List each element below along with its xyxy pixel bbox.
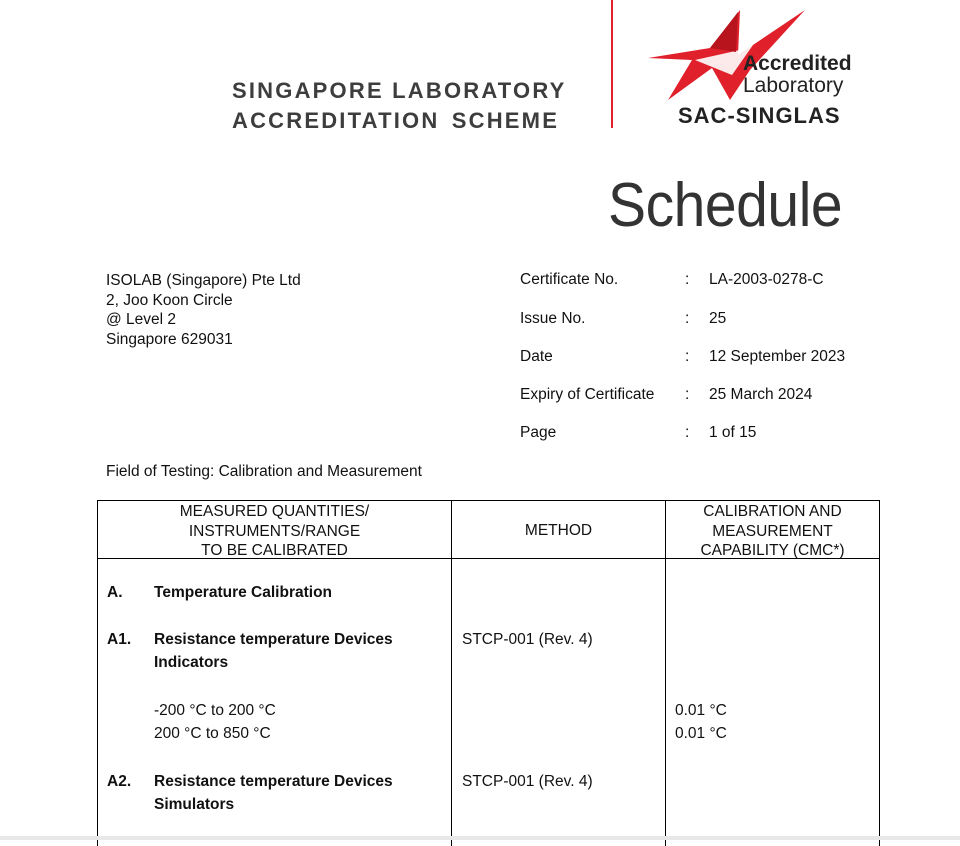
item-title bbox=[154, 628, 393, 674]
item-title bbox=[154, 770, 393, 816]
page-bottom-edge bbox=[0, 836, 960, 840]
range-list bbox=[154, 699, 276, 745]
accreditation-logo bbox=[640, 0, 880, 135]
address-line: Singapore 629031 bbox=[106, 330, 233, 348]
logo-text-laboratory: Laboratory bbox=[743, 74, 844, 97]
scheme-name bbox=[232, 76, 567, 136]
cmc-value: 0.01 °C bbox=[675, 725, 727, 742]
logo-text-sac-singlas: SAC-SINGLAS bbox=[678, 103, 841, 128]
item-title-line: Indicators bbox=[154, 654, 229, 671]
item-method: STCP-001 (Rev. 4) bbox=[462, 631, 593, 648]
range-value: 200 °C to 850 °C bbox=[154, 725, 271, 742]
header-line: CALIBRATION AND bbox=[703, 503, 842, 520]
field-of-testing: Field of Testing: Calibration and Measurement bbox=[106, 463, 422, 480]
header-line: MEASURED QUANTITIES/ bbox=[179, 503, 370, 520]
item-code: A1. bbox=[107, 631, 132, 648]
item-method: STCP-001 (Rev. 4) bbox=[462, 773, 593, 790]
column-divider bbox=[451, 501, 452, 846]
lab-address bbox=[106, 271, 301, 349]
page-title: Schedule bbox=[608, 171, 843, 240]
meta-label-expiry: Expiry of Certificate bbox=[520, 386, 655, 403]
calibration-table bbox=[97, 500, 880, 846]
item-code: A2. bbox=[107, 773, 132, 790]
address-line: @ Level 2 bbox=[106, 311, 177, 328]
scheme-line-1: SINGAPORE LABORATORY bbox=[232, 78, 567, 103]
address-line: 2, Joo Koon Circle bbox=[106, 291, 233, 309]
meta-sep: : bbox=[685, 271, 690, 288]
meta-sep: : bbox=[685, 310, 690, 327]
header-line: CAPABILITY (CMC*) bbox=[700, 542, 845, 559]
header-line: METHOD bbox=[524, 522, 593, 539]
header-line: INSTRUMENTS/RANGE bbox=[188, 522, 361, 540]
range-value: -200 °C to 200 °C bbox=[154, 702, 276, 719]
meta-value-expiry: 25 March 2024 bbox=[709, 386, 813, 403]
meta-sep: : bbox=[685, 386, 690, 403]
cmc-list bbox=[675, 699, 727, 745]
header-measured-quantities bbox=[98, 502, 451, 561]
meta-label-certificate: Certificate No. bbox=[520, 271, 619, 288]
meta-sep: : bbox=[685, 424, 690, 441]
header-cmc bbox=[666, 502, 879, 561]
meta-value-date: 12 September 2023 bbox=[709, 348, 846, 365]
logo-text-accredited: Accredited bbox=[743, 52, 852, 75]
scheme-line-2: ACCREDITATION SCHEME bbox=[232, 108, 560, 133]
header-method bbox=[452, 521, 665, 541]
cmc-value: 0.01 °C bbox=[675, 702, 727, 719]
item-title-line: Resistance temperature Devices bbox=[154, 773, 393, 790]
item-title-line: Simulators bbox=[154, 796, 235, 813]
section-code: A. bbox=[107, 584, 123, 601]
header-line: MEASUREMENT bbox=[712, 522, 833, 540]
meta-value-page: 1 of 15 bbox=[709, 424, 757, 441]
item-title-line: Resistance temperature Devices bbox=[154, 631, 393, 648]
address-line: ISOLAB (Singapore) Pte Ltd bbox=[106, 272, 301, 289]
meta-label-issue: Issue No. bbox=[520, 310, 586, 327]
section-title: Temperature Calibration bbox=[154, 584, 333, 601]
header-divider bbox=[611, 0, 613, 128]
meta-label-date: Date bbox=[520, 348, 553, 365]
meta-value-issue: 25 bbox=[709, 310, 727, 327]
meta-value-certificate: LA-2003-0278-C bbox=[709, 271, 824, 288]
meta-label-page: Page bbox=[520, 424, 557, 441]
header-line: TO BE CALIBRATED bbox=[201, 542, 348, 559]
meta-sep: : bbox=[685, 348, 690, 365]
